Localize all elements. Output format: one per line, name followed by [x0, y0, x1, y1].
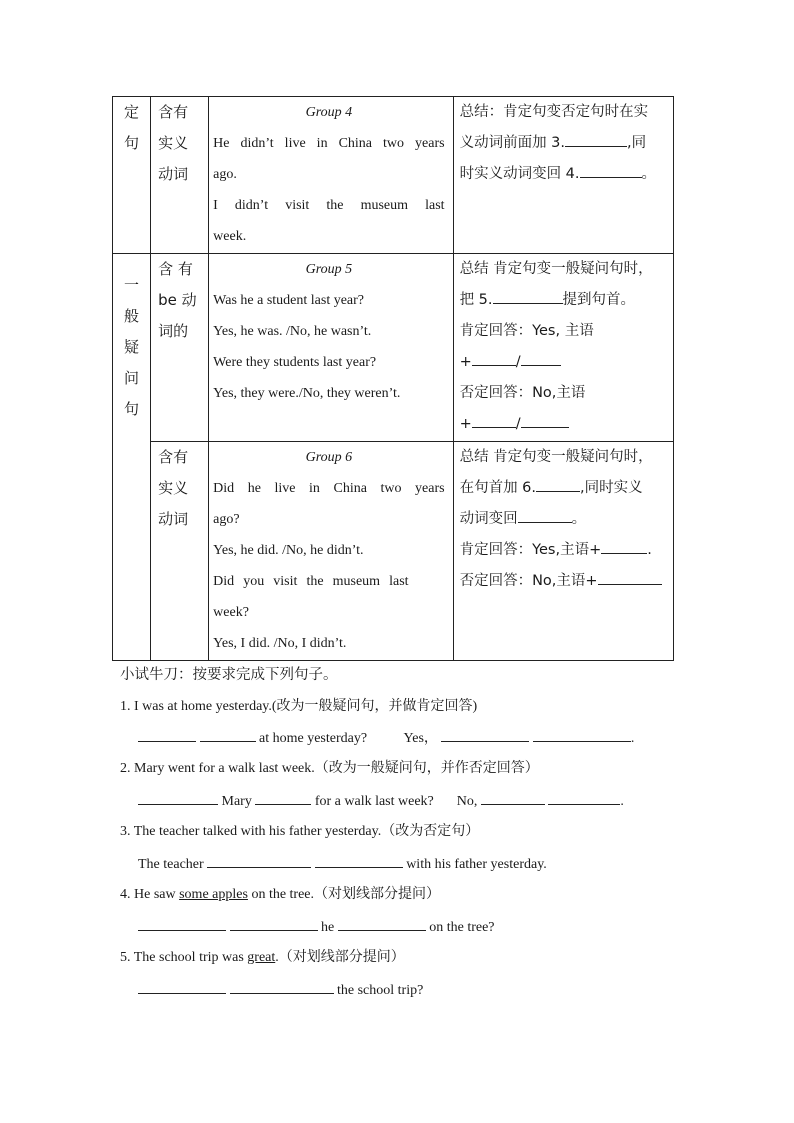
question-4: 4. He saw some apples on the tree.（对划线部分提问）	[120, 887, 441, 902]
answer-4-blank-2[interactable]	[230, 916, 318, 931]
group6-title: Group 6	[305, 450, 353, 465]
group6-examples: Group 6 Did he live in China two years ago? Yes, he did. /No, he didn’t. Did you visit the museum last week? Yes, I did. /No, I didn’t.	[209, 442, 453, 661]
answer-2-blank-3[interactable]	[481, 790, 545, 805]
blank-yes-answer[interactable]	[601, 539, 647, 554]
group6-row	[113, 442, 674, 661]
blank-yes-2[interactable]	[521, 351, 561, 366]
question-5: 5. The school trip was great.（对划线部分提问）	[120, 950, 405, 965]
underlined-great: great	[247, 950, 276, 965]
general-question-label: 一 般 疑 问 句	[113, 254, 151, 661]
answer-2-blank-1[interactable]	[138, 790, 218, 805]
answer-4-blank-1[interactable]	[138, 916, 226, 931]
blank-no-answer[interactable]	[598, 570, 662, 585]
blank-3[interactable]	[565, 132, 627, 147]
question-1: 1. I was at home yesterday.(改为一般疑问句，并做肯定回答)	[120, 699, 478, 714]
blank-6[interactable]	[536, 477, 580, 492]
group6-type-label: 含有 实义 动词	[151, 442, 209, 661]
grammar-table	[112, 96, 674, 661]
group5-title: Group 5	[305, 262, 353, 277]
answer-1-blank-2[interactable]	[200, 727, 256, 742]
answer-2-blank-4[interactable]	[548, 790, 620, 805]
blank-5[interactable]	[493, 289, 563, 304]
blank-yes-1[interactable]	[472, 351, 516, 366]
group4-summary: 总结：肯定句变否定句时在实 义动词前面加 3. ,同 时实义动词变回 4. 。	[453, 97, 673, 254]
group5-summary: 总结 肯定句变一般疑问句时， 把 5. 提到句首。 肯定回答：Yes, 主语 + / 否定回答：No,主语 + /	[453, 254, 673, 442]
answer-3: The teacher with his father yesterday.	[138, 853, 547, 876]
group5-examples: Group 5 Was he a student last year? Yes, he was. /No, he wasn’t. Were they students last year? Yes, they were./No, they weren’t.	[209, 254, 453, 442]
answer-4-blank-3[interactable]	[338, 916, 426, 931]
group5-row	[113, 254, 674, 442]
answer-1: at home yesterday? Yes， .	[138, 727, 634, 750]
group4-examples: Group 4 He didn’t live in China two years ago. I didn’t visit the museum last week.	[209, 97, 453, 254]
blank-verb-form[interactable]	[518, 508, 572, 523]
answer-1-blank-4[interactable]	[533, 727, 631, 742]
answer-1-blank-1[interactable]	[138, 727, 196, 742]
answer-2: Mary for a walk last week? No, .	[138, 790, 624, 813]
group4-row	[113, 97, 674, 254]
blank-4[interactable]	[580, 163, 642, 178]
group4-type-label: 含有 实义 动词	[151, 97, 209, 254]
group4-title: Group 4	[305, 105, 353, 120]
blank-no-1[interactable]	[472, 413, 516, 428]
question-3: 3. The teacher talked with his father yesterday.（改为否定句）	[120, 824, 480, 839]
underlined-some-apples: some apples	[179, 887, 248, 902]
answer-3-blank-2[interactable]	[315, 853, 403, 868]
answer-3-blank-1[interactable]	[207, 853, 311, 868]
answer-2-blank-2[interactable]	[255, 790, 311, 805]
exercise-heading: 小试牛刀：按要求完成下列句子。	[120, 667, 338, 683]
group5-type-label: 含 有 be 动 词的	[151, 254, 209, 442]
answer-4: he on the tree?	[138, 916, 495, 939]
question-2: 2. Mary went for a walk last week.（改为一般疑问句，并作否定回答）	[120, 761, 539, 776]
answer-5-blank-1[interactable]	[138, 979, 226, 994]
group6-summary: 总结 肯定句变一般疑问句时， 在句首加 6. ,同时实义 动词变回 。 肯定回答：Yes,主语+ . 否定回答：No,主语+	[453, 442, 673, 661]
blank-no-2[interactable]	[521, 413, 569, 428]
negative-sentence-label: 定 句	[113, 97, 151, 254]
answer-1-blank-3[interactable]	[441, 727, 529, 742]
answer-5: the school trip?	[138, 979, 423, 1002]
answer-5-blank-2[interactable]	[230, 979, 334, 994]
